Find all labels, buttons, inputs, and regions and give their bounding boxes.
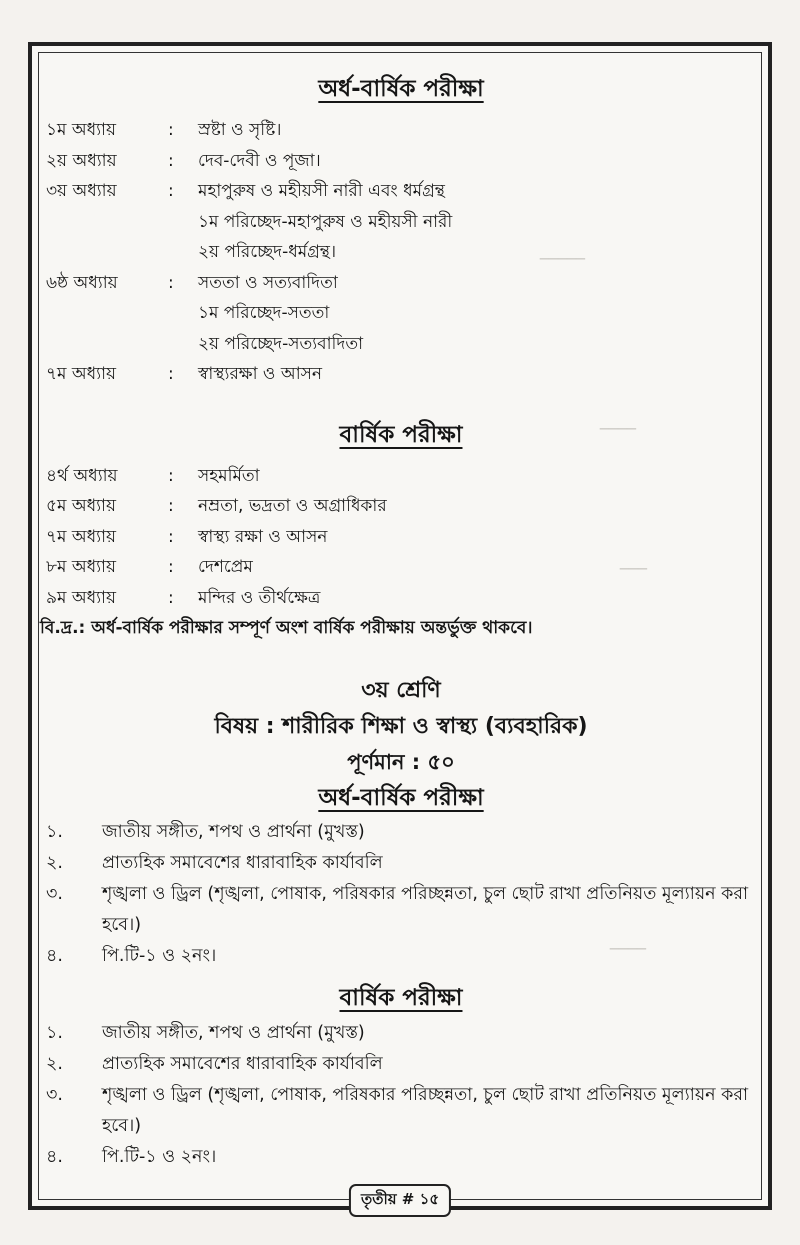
colon-spacer	[168, 298, 198, 329]
numbered-item	[46, 848, 756, 879]
chapter-topic: দেব-দেবী ও পূজা।	[198, 150, 321, 171]
chapter-row	[46, 491, 756, 522]
colon-separator: :	[168, 120, 174, 140]
chapter-topic: ২য় পরিচ্ছেদ-ধর্মগ্রন্থ।	[198, 242, 337, 262]
numbered-item	[46, 1142, 756, 1173]
chapter-spacer	[46, 298, 168, 329]
colon-spacer	[168, 329, 198, 360]
chapter-row	[46, 237, 756, 268]
numbered-item	[46, 941, 756, 972]
item-number: ৩.	[46, 1085, 63, 1105]
chapter-label: ৬ষ্ঠ অধ্যায়	[46, 272, 118, 293]
chapter-row	[46, 298, 756, 329]
item-text: পি.টি-১ ও ২নং।	[102, 1147, 217, 1167]
bleed-through-text: ────	[610, 940, 647, 958]
item-number: ১.	[46, 822, 63, 842]
chapter-spacer	[46, 329, 168, 360]
chapter-label: ৪র্থ অধ্যায়	[46, 465, 118, 486]
chapter-topic: নম্রতা, ভদ্রতা ও অগ্রাধিকার	[198, 496, 387, 516]
class-yearly-list	[46, 1018, 756, 1173]
item-number: ৩.	[46, 884, 63, 904]
item-number: ২.	[46, 1054, 63, 1074]
chapter-row	[46, 552, 756, 583]
chapter-topic: ১ম পরিচ্ছেদ-মহাপুরুষ ও মহীয়সী নারী	[198, 211, 453, 232]
subject-title: বিষয় : শারীরিক শিক্ষা ও স্বাস্থ্য (ব্যবহারিক)	[214, 714, 588, 739]
chapter-topic: ২য় পরিচ্ছেদ-সত্যবাদিতা	[198, 333, 364, 354]
chapter-label: ৭ম অধ্যায়	[46, 526, 117, 547]
chapter-label: ৭ম অধ্যায়	[46, 364, 117, 384]
colon-separator: :	[168, 465, 174, 486]
yearly-chapter-list	[46, 461, 756, 614]
chapter-row	[46, 176, 756, 207]
item-text: প্রাত্যহিক সমাবেশের ধারাবাহিক কার্যাবলি	[102, 853, 383, 873]
class-title: ৩য় শ্রেণি	[361, 678, 441, 703]
note-text: বি.দ্র.: অর্ধ-বার্ষিক পরীক্ষার সম্পূর্ণ অংশ বার্ষিক পরীক্ষায় অন্তর্ভুক্ত থাকবে।	[40, 618, 533, 638]
colon-spacer	[168, 207, 198, 238]
page-number-label: তৃতীয় # ১৫	[349, 1184, 451, 1217]
colon-separator: :	[168, 526, 174, 547]
item-text: জাতীয় সঙ্গীত, শপথ ও প্রার্থনা (মুখস্ত)	[102, 1023, 365, 1043]
chapter-row	[46, 359, 756, 390]
item-number: ৪.	[46, 946, 63, 966]
chapter-topic: স্বাস্থ্যরক্ষা ও আসন	[198, 364, 323, 384]
yearly-section	[40, 416, 756, 644]
class-section	[46, 673, 756, 1173]
chapter-topic: স্বাস্থ্য রক্ষা ও আসন	[198, 526, 328, 547]
chapter-row	[46, 115, 756, 146]
class-half-yearly-heading: অর্ধ-বার্ষিক পরীক্ষা	[318, 785, 484, 811]
numbered-item	[46, 1018, 756, 1049]
colon-separator: :	[168, 364, 174, 384]
item-number: ১.	[46, 1023, 63, 1043]
chapter-row	[46, 146, 756, 177]
item-text: প্রাত্যহিক সমাবেশের ধারাবাহিক কার্যাবলি	[102, 1054, 383, 1074]
chapter-spacer	[46, 237, 168, 268]
chapter-topic: দেশপ্রেম	[198, 557, 253, 577]
chapter-label: ৫ম অধ্যায়	[46, 496, 116, 516]
chapter-row	[46, 268, 756, 299]
chapter-topic: ১ম পরিচ্ছেদ-সততা	[198, 303, 330, 323]
yearly-heading: বার্ষিক পরীক্ষা	[339, 421, 463, 448]
numbered-item	[46, 879, 756, 941]
chapter-row	[46, 461, 756, 492]
class-yearly-heading: বার্ষিক পরীক্ষা	[339, 985, 463, 1011]
chapter-row	[46, 207, 756, 238]
bleed-through-text: ─────	[540, 250, 586, 268]
item-text: পি.টি-১ ও ২নং।	[102, 946, 217, 966]
chapter-topic: মন্দির ও তীর্থক্ষেত্র	[198, 587, 321, 608]
chapter-topic: সহমর্মিতা	[198, 465, 260, 486]
chapter-row	[46, 329, 756, 360]
numbered-item	[46, 1049, 756, 1080]
full-marks: পূর্ণমান : ৫০	[347, 750, 455, 774]
chapter-label: ৮ম অধ্যায়	[46, 557, 116, 577]
chapter-label: ৯ম অধ্যায়	[46, 587, 116, 608]
chapter-row	[46, 583, 756, 614]
numbered-item	[46, 817, 756, 848]
half-yearly-heading: অর্ধ-বার্ষিক পরীক্ষা	[318, 76, 484, 102]
colon-separator: :	[168, 496, 174, 516]
chapter-label: ১ম অধ্যায়	[46, 120, 116, 140]
colon-separator: :	[168, 557, 174, 577]
bleed-through-text: ───	[620, 560, 648, 578]
half-yearly-chapter-list	[46, 115, 756, 390]
numbered-item	[46, 1080, 756, 1142]
chapter-topic: সততা ও সত্যবাদিতা	[198, 272, 338, 293]
chapter-topic: মহাপুরুষ ও মহীয়সী নারী এবং ধর্মগ্রন্থ	[198, 181, 445, 201]
chapter-label: ৩য় অধ্যায়	[46, 181, 117, 201]
chapter-row	[46, 522, 756, 553]
chapter-spacer	[46, 207, 168, 238]
syllabus-content	[40, 70, 756, 1173]
item-number: ২.	[46, 853, 63, 873]
colon-separator: :	[168, 272, 174, 293]
colon-spacer	[168, 237, 198, 268]
item-number: ৪.	[46, 1147, 63, 1167]
chapter-topic: স্রষ্টা ও সৃষ্টি।	[198, 120, 282, 140]
item-text: শৃঙ্খলা ও ড্রিল (শৃঙ্খলা, পোষাক, পরিষকার পরিচ্ছন্নতা, চুল ছোট রাখা প্রতিনিয়ত মূল্যায়ন করা হবে।)	[102, 884, 749, 935]
item-text: জাতীয় সঙ্গীত, শপথ ও প্রার্থনা (মুখস্ত)	[102, 822, 365, 842]
colon-separator: :	[168, 587, 174, 608]
chapter-label: ২য় অধ্যায়	[46, 150, 117, 171]
item-text: শৃঙ্খলা ও ড্রিল (শৃঙ্খলা, পোষাক, পরিষকার পরিচ্ছন্নতা, চুল ছোট রাখা প্রতিনিয়ত মূল্যায়ন করা হবে।)	[102, 1085, 749, 1136]
class-half-yearly-list	[46, 817, 756, 972]
bleed-through-text: ────	[600, 420, 637, 438]
half-yearly-section	[46, 70, 756, 390]
colon-separator: :	[168, 150, 174, 171]
colon-separator: :	[168, 181, 174, 201]
